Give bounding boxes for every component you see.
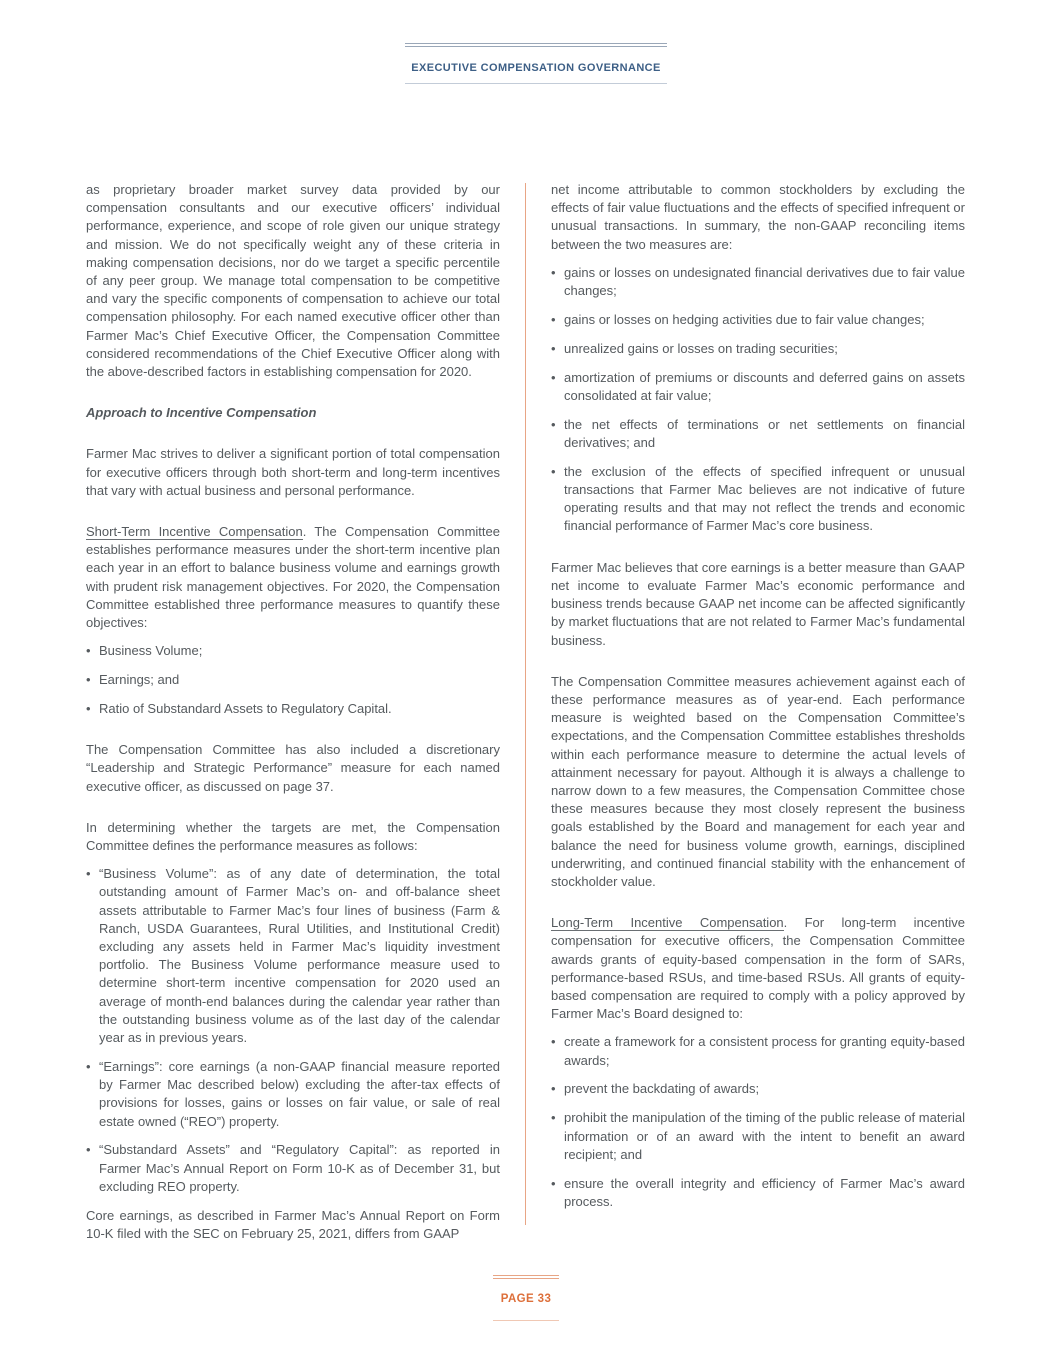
column-divider [525, 183, 526, 1225]
list-item: • unrealized gains or losses on trading securities; [551, 340, 965, 358]
footer-rule [493, 1320, 559, 1321]
section-title: EXECUTIVE COMPENSATION GOVERNANCE [411, 62, 661, 74]
right-column [551, 181, 965, 1234]
header-double-rule [405, 43, 667, 47]
list-item: • “Business Volume”: as of any date of determination, the total outstanding amount of Farmer Mac’s on- and off-balance sheet assets attributable to Farmer Mac’s four lines of business (Farm & Ranch, USDA Guarantees, Rural Utilities, and Institutional Credit) excluding any assets held in Farmer Mac’s liquidity investment portfolio. The Business Volume performance measure used to determine short-term incentive compensation for 2020 used an average of month-end balances during the calendar year rather than the outstanding business volume as of the last day of the calendar year as in previous years. [86, 865, 500, 1047]
list-item: • Business Volume; [86, 642, 500, 660]
footer-double-rule [493, 1275, 559, 1279]
list-item: • amortization of premiums or discounts and deferred gains on assets consolidated at fair value; [551, 369, 965, 405]
paragraph-core-earnings-rationale: Farmer Mac believes that core earnings is a better measure than GAAP net income to evaluate Farmer Mac’s economic performance and business trends because GAAP net income can be affected significantly by market fluctuations that are not related to Farmer Mac’s fundamental business. [551, 559, 965, 648]
long-term-incentive-text: . For long-term incentive compensation for executive officers, the Compensation Committee awards grants of equity-based compensation in the form of SARs, performance-based RSUs, and time-based RSUs. All grants of equity-based compensation are required to comply with a policy approved by Farmer Mac’s Board designed to: [551, 915, 965, 1022]
paragraph-long-term-incentive [551, 914, 965, 1023]
left-column [86, 181, 500, 1266]
short-term-incentive-term: Short-Term Incentive Compensation [86, 524, 303, 540]
short-term-incentive-text: . The Compensation Committee establishes performance measures under the short-term incentive plan each year in an effort to balance business volume and earnings growth with prudent risk management objectives. For 2020, the Compensation Committee established three performance measures to quantify these objectives: [86, 524, 500, 631]
list-item: • create a framework for a consistent process for granting equity-based awards; [551, 1033, 965, 1069]
paragraph-incentive-intro: Farmer Mac strives to deliver a significant portion of total compensation for executive officers through both short-term and long-term incentives that vary with actual business and personal performance. [86, 446, 500, 498]
policy-list [551, 1033, 965, 1211]
paragraph-measurement-process: The Compensation Committee measures achievement against each of these performance measures as of year-end. Each performance measure is weighted based on the Compensation Committee’s expectations, and the Compensation Committee establishes thresholds within each performance measure to determine the actual levels of attainment necessary for payout. Although it is always a challenge to narrow down to a few measures, the Compensation Committee chose these measures because they most closely represent the business goals established by the Board and management for each year and balance the need for business volume growth, earnings, disciplined underwriting, and continued financial stability with the enhancement of stockholder value. [551, 673, 965, 889]
list-item: • prohibit the manipulation of the timing of the public release of material information or of an award with the intent to benefit an award recipient; and [551, 1109, 965, 1164]
paragraph-definitions-intro: In determining whether the targets are met, the Compensation Committee defines the performance measures as follows: [86, 819, 500, 854]
list-item: • gains or losses on hedging activities due to fair value changes; [551, 311, 965, 329]
performance-measures-list [86, 642, 500, 718]
measure-definitions-list [86, 865, 500, 1196]
page-number: PAGE 33 [500, 1293, 552, 1305]
list-item: • the net effects of terminations or net settlements on financial derivatives; and [551, 416, 965, 452]
paragraph-non-gaap: net income attributable to common stockholders by excluding the effects of fair value fluctuations and the effects of specified infrequent or unusual transactions. In summary, the non-GAAP reconciling items between the two measures are: [551, 182, 965, 252]
paragraph-short-term-incentive [86, 523, 500, 632]
list-item: • ensure the overall integrity and efficiency of Farmer Mac’s award process. [551, 1175, 965, 1211]
list-item: • “Substandard Assets” and “Regulatory Capital”: as reported in Farmer Mac’s Annual Report on Form 10-K as of December 31, but excluding REO property. [86, 1141, 500, 1196]
header-rule [405, 83, 667, 84]
list-item: • the exclusion of the effects of specified infrequent or unusual transactions that Farmer Mac believes are not indicative of future operating results and that may not reflect the trends and economic financial performance of Farmer Mac’s core business. [551, 463, 965, 536]
long-term-incentive-term: Long-Term Incentive Compensation [551, 915, 784, 931]
reconciling-items-list [551, 264, 965, 536]
paragraph-core-earnings: Core earnings, as described in Farmer Mac’s Annual Report on Form 10-K filed with the SEC on February 25, 2021, differs from GAAP [86, 1207, 500, 1241]
list-item: • gains or losses on undesignated financial derivatives due to fair value changes; [551, 264, 965, 300]
list-item: • prevent the backdating of awards; [551, 1080, 965, 1098]
list-item: • Earnings; and [86, 671, 500, 689]
page-footer [493, 1275, 559, 1321]
paragraph-leadership-measure: The Compensation Committee has also included a discretionary “Leadership and Strategic Performance” measure for each named executive officer, as discussed on page 37. [86, 742, 500, 794]
list-item: • Ratio of Substandard Assets to Regulatory Capital. [86, 700, 500, 718]
paragraph-compensation-factors: as proprietary broader market survey data provided by our compensation consultants and our executive officers’ individual performance, experience, and scope of role given our unique strategy and mission. We do not specifically weight any of these criteria in making compensation decisions, nor do we target a specific percentile of any peer group. We manage total compensation to be competitive and vary the specific components of compensation to achieve our total compensation philosophy. For each named executive officer other than Farmer Mac’s Chief Executive Officer, the Compensation Committee considered recommendations of the Chief Executive Officer along with the above-described factors in establishing compensation for 2020. [86, 182, 500, 380]
list-item: • “Earnings”: core earnings (a non-GAAP financial measure reported by Farmer Mac described below) excluding the after-tax effects of provisions for losses, gains or losses on fair value, or sale of real estate owned (“REO”) property. [86, 1058, 500, 1131]
page-header [405, 43, 667, 84]
heading-incentive-compensation: Approach to Incentive Compensation [86, 405, 317, 421]
